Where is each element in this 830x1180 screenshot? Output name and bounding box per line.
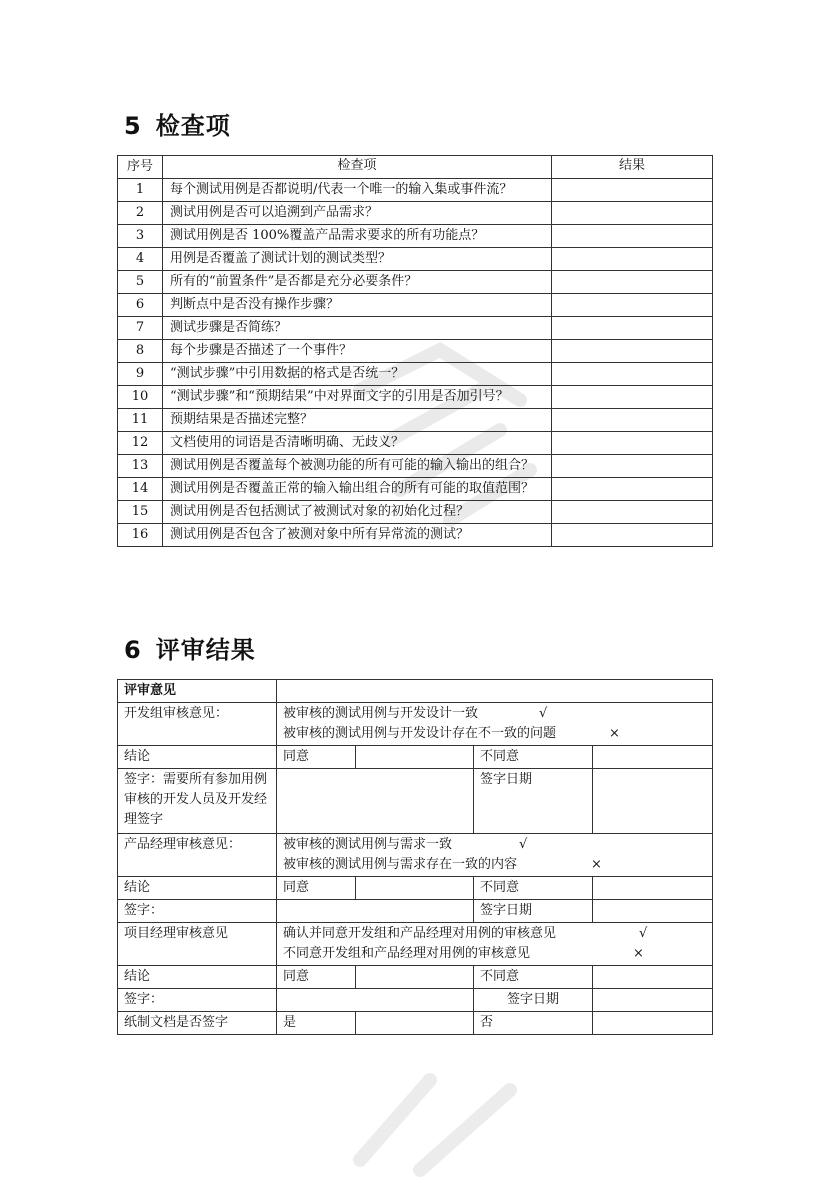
section-6-title: 评审结果 [155,636,256,664]
proj-disagree-label: 不同意 [474,966,593,989]
pm-cross-mark: × [591,857,602,872]
proj-sign-field[interactable] [277,989,474,1012]
pm-disagree-field[interactable] [593,877,713,900]
section-6-number: 6 [124,636,142,664]
paper-no-label: 否 [474,1012,593,1035]
pm-sign-label: 签字： [118,900,277,923]
checklist-row-result[interactable] [552,363,713,386]
review-header-row [118,680,713,703]
pm-check-mark: √ [519,837,528,852]
pm-sign-date-field[interactable] [593,900,713,923]
checklist-row [118,478,713,501]
proj-opinion-row [118,923,713,966]
checklist-row-result[interactable] [552,248,713,271]
pm-sign-field[interactable] [277,900,474,923]
section-5-heading [124,106,231,141]
checklist-row [118,524,713,547]
checklist-row-result[interactable] [552,294,713,317]
proj-option-agree[interactable] [283,924,706,944]
checklist-row-item: 预期结果是否描述完整？ [163,409,552,432]
checklist-row-result[interactable] [552,455,713,478]
checklist-row-result[interactable] [552,179,713,202]
checklist-row-item: 所有的“前置条件”是否都是充分必要条件？ [163,271,552,294]
proj-sign-date-label: 签字日期 [474,989,593,1012]
checklist-row-item: 判断点中是否没有操作步骤？ [163,294,552,317]
checklist-row-number: 14 [118,478,163,501]
checklist-row [118,294,713,317]
checklist-row-number: 3 [118,225,163,248]
pm-agree-field[interactable] [356,877,474,900]
dev-disagree-label: 不同意 [474,746,593,769]
proj-conclusion-row [118,966,713,989]
checklist-row-number: 13 [118,455,163,478]
dev-check-mark: √ [539,706,548,721]
checklist-row-result[interactable] [552,524,713,547]
checklist-row-result[interactable] [552,501,713,524]
paper-sign-row [118,1012,713,1035]
review-header-label: 评审意见 [118,680,277,703]
section-5-number: 5 [124,112,142,140]
checklist-row-item: 测试步骤是否简练？ [163,317,552,340]
proj-sign-label: 签字： [118,989,277,1012]
dev-sign-row [118,769,713,834]
paper-yes-field[interactable] [356,1012,474,1035]
pm-opinion-options [277,834,713,877]
checklist-row-number: 1 [118,179,163,202]
pm-sign-row [118,900,713,923]
checklist-row-result[interactable] [552,225,713,248]
dev-sign-field[interactable] [277,769,474,834]
checklist-row [118,386,713,409]
header-item: 检查项 [163,156,552,179]
pm-option-consistent[interactable] [283,835,706,855]
dev-cross-mark: × [609,726,620,741]
checklist-row-number: 16 [118,524,163,547]
pm-option-inconsistent-text: 被审核的测试用例与需求存在一致的内容 [283,857,518,872]
dev-agree-field[interactable] [356,746,474,769]
checklist-row-item: 测试用例是否 100%覆盖产品需求要求的所有功能点？ [163,225,552,248]
dev-option-consistent[interactable] [283,704,706,724]
checklist-row-item: 每个步骤是否描述了一个事件？ [163,340,552,363]
pm-option-inconsistent[interactable] [283,855,706,875]
checklist-row [118,455,713,478]
pm-option-consistent-text: 被审核的测试用例与需求一致 [283,837,453,852]
checklist-row-item: 测试用例是否可以追溯到产品需求？ [163,202,552,225]
checklist-row-number: 12 [118,432,163,455]
dev-opinion-label: 开发组审核意见： [118,703,277,746]
paper-yes-label: 是 [277,1012,356,1035]
checklist-row-number: 8 [118,340,163,363]
pm-conclusion-label: 结论 [118,877,277,900]
checklist-row-number: 7 [118,317,163,340]
pm-agree-label: 同意 [277,877,356,900]
proj-option-disagree[interactable] [283,944,706,964]
pm-opinion-row [118,834,713,877]
checklist-row-result[interactable] [552,478,713,501]
proj-opinion-options [277,923,713,966]
section-5-title: 检查项 [155,112,231,140]
proj-sign-row [118,989,713,1012]
checklist-row-result[interactable] [552,432,713,455]
pm-disagree-label: 不同意 [474,877,593,900]
pm-sign-date-label: 签字日期 [474,900,593,923]
checklist-row [118,179,713,202]
proj-agree-label: 同意 [277,966,356,989]
proj-opinion-label: 项目经理审核意见 [118,923,277,966]
checklist-row-number: 15 [118,501,163,524]
checklist-row [118,409,713,432]
checklist-row-result[interactable] [552,340,713,363]
dev-sign-date-field[interactable] [593,769,713,834]
checklist-row-number: 9 [118,363,163,386]
dev-opinion-options [277,703,713,746]
checklist-row-item: “测试步骤”和“预期结果”中对界面文字的引用是否加引号？ [163,386,552,409]
checklist-header-row [118,156,713,179]
checklist-row-result[interactable] [552,202,713,225]
section-6-heading [124,630,256,665]
checklist-row-result[interactable] [552,386,713,409]
checklist-row [118,340,713,363]
checklist-row-item: 测试用例是否包含了被测对象中所有异常流的测试？ [163,524,552,547]
header-result: 结果 [552,156,713,179]
dev-option-inconsistent[interactable] [283,724,706,744]
checklist-row [118,248,713,271]
checklist-row-number: 6 [118,294,163,317]
dev-sign-label: 签字：需要所有参加用例审核的开发人员及开发经理签字 [118,769,277,834]
checklist-row-result[interactable] [552,317,713,340]
checklist-row [118,202,713,225]
dev-option-consistent-text: 被审核的测试用例与开发设计一致 [283,706,479,721]
checklist-row-number: 4 [118,248,163,271]
dev-opinion-row [118,703,713,746]
proj-sign-date-field[interactable] [593,989,713,1012]
watermark-graphic-bottom [340,1040,540,1180]
proj-option-agree-text: 确认并同意开发组和产品经理对用例的审核意见 [283,926,557,941]
dev-conclusion-label: 结论 [118,746,277,769]
proj-disagree-field[interactable] [593,966,713,989]
checklist-row [118,317,713,340]
dev-conclusion-row [118,746,713,769]
pm-conclusion-row [118,877,713,900]
review-header-blank [277,680,713,703]
dev-agree-label: 同意 [277,746,356,769]
checklist-row-item: “测试步骤”中引用数据的格式是否统一？ [163,363,552,386]
checklist-row-number: 10 [118,386,163,409]
checklist-row-number: 2 [118,202,163,225]
checklist-row-item: 测试用例是否包括测试了被测试对象的初始化过程？ [163,501,552,524]
dev-option-inconsistent-text: 被审核的测试用例与开发设计存在不一致的问题 [283,726,557,741]
checklist-row [118,225,713,248]
checklist-row [118,271,713,294]
checklist-row-item: 测试用例是否覆盖正常的输入输出组合的所有可能的取值范围？ [163,478,552,501]
header-no: 序号 [118,156,163,179]
checklist-row-item: 文档使用的词语是否清晰明确、无歧义？ [163,432,552,455]
proj-check-mark: √ [639,926,648,941]
paper-no-field[interactable] [593,1012,713,1035]
paper-sign-label: 纸制文档是否签字 [118,1012,277,1035]
proj-conclusion-label: 结论 [118,966,277,989]
checklist-row [118,501,713,524]
pm-opinion-label: 产品经理审核意见： [118,834,277,877]
checklist-row-result[interactable] [552,409,713,432]
checklist-row-number: 5 [118,271,163,294]
proj-option-disagree-text: 不同意开发组和产品经理对用例的审核意见 [283,946,531,961]
checklist-row [118,432,713,455]
checklist-table [117,155,713,547]
dev-disagree-field[interactable] [593,746,713,769]
dev-sign-date-label: 签字日期 [474,769,593,834]
checklist-row [118,363,713,386]
proj-agree-field[interactable] [356,966,474,989]
review-table [117,679,713,1035]
checklist-row-item: 测试用例是否覆盖每个被测功能的所有可能的输入输出的组合？ [163,455,552,478]
proj-cross-mark: × [633,946,644,961]
checklist-row-result[interactable] [552,271,713,294]
checklist-row-item: 每个测试用例是否都说明/代表一个唯一的输入集或事件流？ [163,179,552,202]
checklist-row-number: 11 [118,409,163,432]
checklist-row-item: 用例是否覆盖了测试计划的测试类型？ [163,248,552,271]
